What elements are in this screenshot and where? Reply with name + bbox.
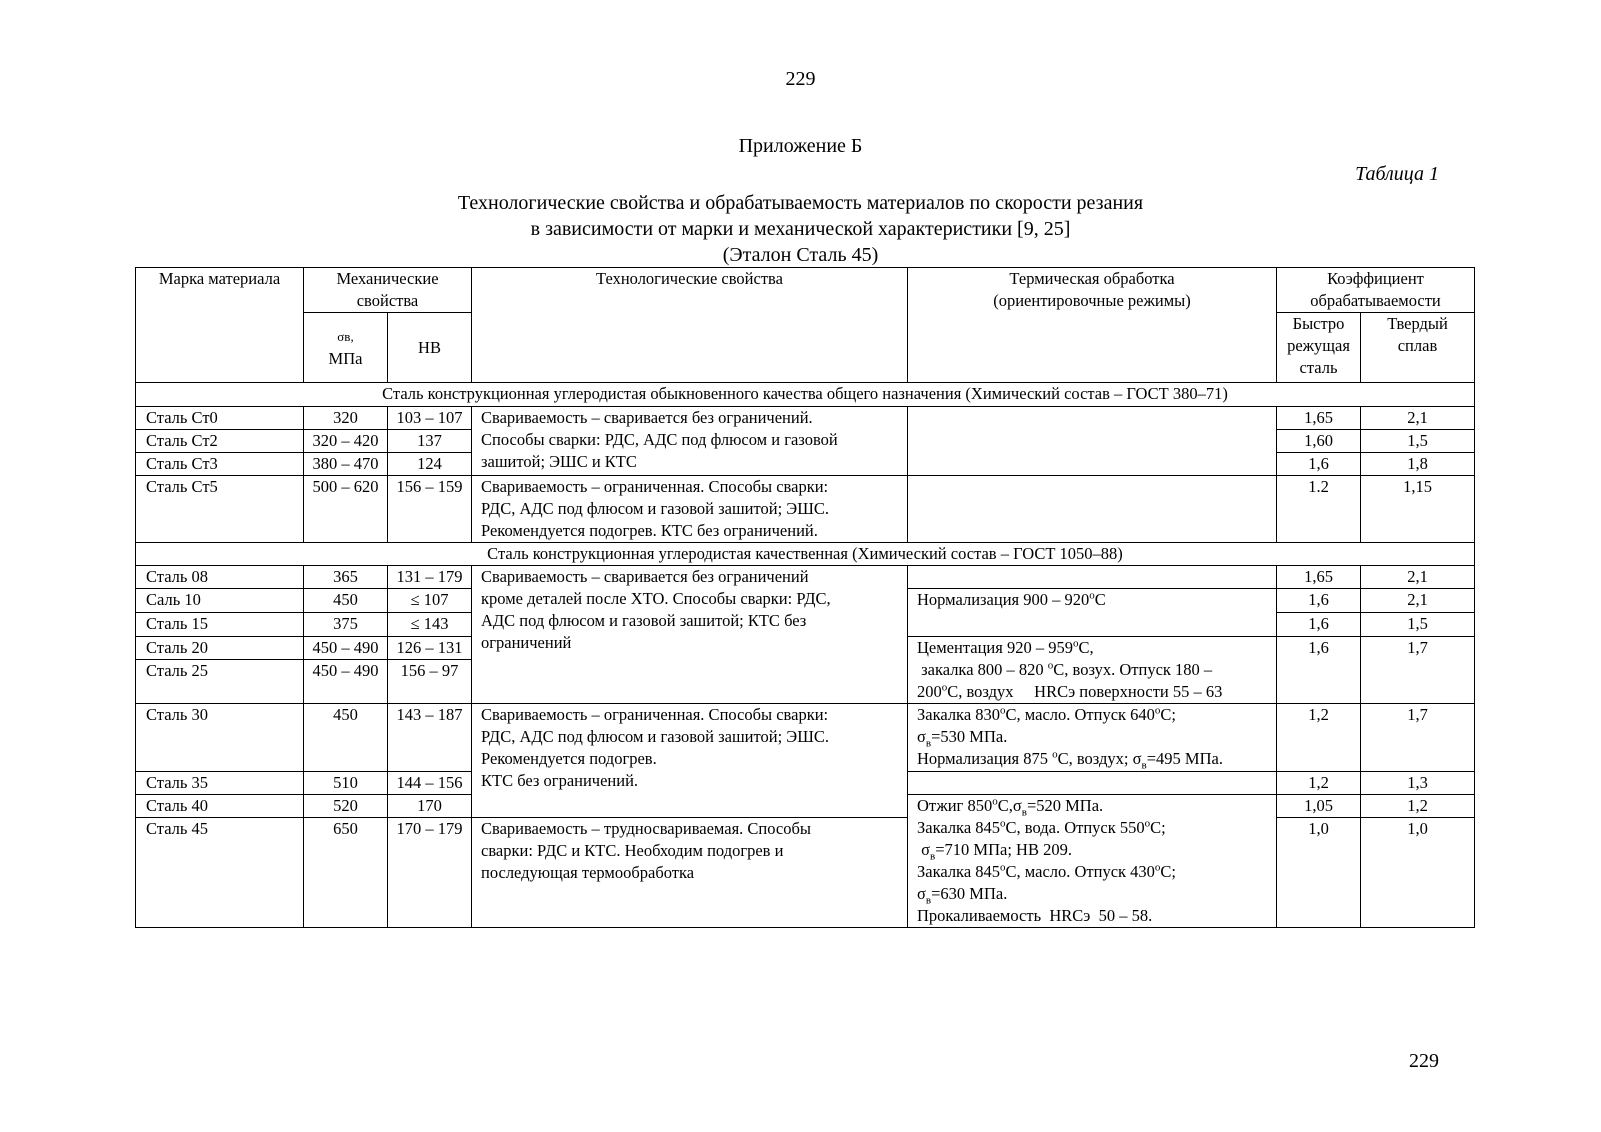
- hb-cell: 143 – 187: [388, 704, 472, 772]
- hard-cell: 1,15: [1361, 476, 1475, 543]
- tech-line: сварки: РДС и КТС. Необходим подогрев и: [481, 841, 784, 860]
- header-row-1: [136, 268, 1475, 313]
- section-title-1: Сталь конструкционная углеродистая обыкновенного качества общего назначения (Химический состав – ГОСТ 380–71): [136, 383, 1475, 407]
- hss-cell: 1,65: [1277, 407, 1361, 430]
- sigma-sub: в: [1021, 806, 1027, 819]
- heat-text: С;: [1160, 862, 1177, 881]
- grade-cell: Сталь 45: [136, 818, 304, 928]
- hss-cell: 1,65: [1277, 566, 1361, 589]
- section-row-2: [136, 543, 1475, 566]
- degree-sup: о: [1144, 817, 1151, 830]
- hb-cell: 156 – 159: [388, 476, 472, 543]
- heat-text: С;: [1150, 818, 1166, 837]
- header-sigma: [304, 313, 388, 383]
- heat-line: [917, 659, 1274, 681]
- heat-text: С, возух. Отпуск 180 –: [1053, 660, 1213, 679]
- heat-line: [917, 704, 1274, 726]
- heat-line: [917, 748, 1274, 770]
- hard-cell: 1,0: [1361, 818, 1475, 928]
- hard-cell: 2,1: [1361, 566, 1475, 589]
- heat-text: С, воздух HRCэ поверхности 55 – 63: [947, 682, 1223, 701]
- header-hss: [1277, 313, 1361, 383]
- grade-cell: Сталь Ст5: [136, 476, 304, 543]
- heat-line: [917, 637, 1274, 659]
- degree-sup: о: [1072, 637, 1079, 650]
- header-coef-line: обрабатываемости: [1310, 291, 1441, 310]
- hss-cell: 1,0: [1277, 818, 1361, 928]
- tech-cell: [472, 704, 908, 818]
- heat-text: С: [1094, 590, 1106, 609]
- heat-cell: [908, 407, 1277, 476]
- title-line-2: в зависимости от марки и механической характеристики [9, 25]: [530, 218, 1071, 240]
- degree-sup: о: [941, 681, 948, 694]
- sigma-sub: в: [925, 737, 932, 750]
- sigma-cell: 500 – 620: [304, 476, 388, 543]
- degree-sup: о: [1047, 659, 1054, 672]
- heat-text: =630 МПа.: [931, 884, 1008, 903]
- heat-text: Цементация 920 – 959: [917, 638, 1073, 657]
- hb-cell: 170: [388, 795, 472, 818]
- hss-cell: 1,6: [1277, 613, 1361, 637]
- table-row: [136, 704, 1475, 772]
- grade-cell: Сталь 25: [136, 660, 304, 704]
- heat-cell: [908, 795, 1277, 928]
- grade-cell: Сталь 40: [136, 795, 304, 818]
- heat-text: С, масло. Отпуск 430: [1005, 862, 1155, 881]
- header-hard-line: сплав: [1397, 336, 1438, 355]
- heat-text: С,: [1078, 638, 1094, 657]
- grade-cell: Сталь 35: [136, 772, 304, 795]
- hard-cell: 2,1: [1361, 589, 1475, 613]
- hss-cell: 1,60: [1277, 430, 1361, 453]
- title-line-3: (Эталон Сталь 45): [722, 244, 879, 266]
- table-row: [136, 407, 1475, 430]
- grade-cell: Сталь Ст3: [136, 453, 304, 476]
- tech-line: Свариваемость – трудносвариваемая. Способы: [481, 819, 811, 838]
- degree-sup: о: [1089, 589, 1095, 602]
- heat-text: Закалка 845: [917, 862, 1001, 881]
- heat-text: σ: [917, 884, 926, 903]
- title-line-1: Технологические свойства и обрабатываемость материалов по скорости резания: [457, 192, 1144, 214]
- heat-text: Отжиг 850: [917, 796, 993, 815]
- degree-sup: о: [1000, 817, 1006, 830]
- header-hss-line: режущая: [1287, 336, 1350, 355]
- tech-cell: [472, 566, 908, 704]
- grade-cell: Сталь Ст0: [136, 407, 304, 430]
- sigma-cell: 520: [304, 795, 388, 818]
- hb-cell: 131 – 179: [388, 566, 472, 589]
- heat-line: [917, 817, 1274, 839]
- sigma-cell: 450 – 490: [304, 637, 388, 660]
- heat-text: =530 МПа.: [931, 727, 1008, 746]
- heat-text: =495 МПа.: [1146, 749, 1223, 768]
- tech-line: РДС, АДС под флюсом и газовой зашитой; ЭШС.: [481, 727, 829, 746]
- sigma-cell: 320 – 420: [304, 430, 388, 453]
- grade-cell: Саль 10: [136, 589, 304, 613]
- header-hard-line: Твердый: [1387, 314, 1448, 333]
- table-row: [136, 476, 1475, 543]
- hss-cell: 1,6: [1277, 589, 1361, 613]
- heat-line: [917, 795, 1274, 817]
- page-number-top: 229: [785, 68, 816, 90]
- hb-cell: 124: [388, 453, 472, 476]
- header-hard-alloy: [1361, 313, 1475, 383]
- degree-sup: о: [1000, 861, 1006, 874]
- tech-line: КТС без ограничений.: [481, 771, 639, 790]
- heat-cell: [908, 637, 1277, 704]
- header-coef-line: Коэффициент: [1327, 269, 1424, 288]
- header-hb: НВ: [388, 313, 472, 383]
- header-heat-line: (ориентировочные режимы): [993, 291, 1191, 310]
- heat-line: [917, 839, 1274, 861]
- heat-cell: [908, 589, 1277, 637]
- hb-cell: ≤ 143: [388, 613, 472, 637]
- header-sigma-symbol: σв,: [337, 328, 354, 344]
- table-title: [0, 190, 1601, 268]
- tech-line: Рекомендуется подогрев. КТС без ограничений.: [481, 521, 818, 540]
- tech-line: Свариваемость – сваривается без ограничений.: [481, 408, 813, 427]
- heat-text: =520 МПа.: [1026, 796, 1104, 815]
- section-title-2: Сталь конструкционная углеродистая качественная (Химический состав – ГОСТ 1050–88): [136, 543, 1475, 566]
- heat-text: Закалка 845: [917, 818, 1001, 837]
- sigma-cell: 510: [304, 772, 388, 795]
- hss-cell: 1,2: [1277, 704, 1361, 772]
- heat-line: [917, 861, 1274, 883]
- tech-cell: [472, 407, 908, 476]
- header-heat-treatment: [908, 268, 1277, 383]
- grade-cell: Сталь 08: [136, 566, 304, 589]
- tech-line: Способы сварки: РДС, АДС под флюсом и газовой: [481, 430, 838, 449]
- hard-cell: 1,7: [1361, 704, 1475, 772]
- header-coefficient: [1277, 268, 1475, 313]
- heat-text: Закалка 830: [917, 705, 1001, 724]
- heat-text: Нормализация 900 – 920: [917, 590, 1090, 609]
- header-technological: Технологические свойства: [472, 268, 908, 383]
- hard-cell: 1,3: [1361, 772, 1475, 795]
- hss-cell: 1,6: [1277, 453, 1361, 476]
- hard-cell: 2,1: [1361, 407, 1475, 430]
- hss-cell: 1,2: [1277, 772, 1361, 795]
- heat-line: [917, 681, 1274, 703]
- hard-cell: 1,2: [1361, 795, 1475, 818]
- appendix-title: Приложение Б: [738, 135, 863, 157]
- properties-table: [135, 267, 1475, 928]
- tech-line: АДС под флюсом и газовой зашитой; КТС без: [481, 611, 807, 630]
- header-mechanical: Механические свойства: [304, 268, 472, 313]
- degree-sup: о: [1154, 704, 1161, 717]
- sigma-sub: в: [930, 850, 936, 863]
- hb-cell: 144 – 156: [388, 772, 472, 795]
- sigma-cell: 365: [304, 566, 388, 589]
- hss-cell: 1,05: [1277, 795, 1361, 818]
- sigma-sub: в: [1141, 759, 1147, 772]
- tech-line: Свариваемость – сваривается без ограничений: [481, 567, 809, 586]
- grade-cell: Сталь 30: [136, 704, 304, 772]
- table-row: [136, 566, 1475, 589]
- heat-text: =710 МПа; НВ 209.: [935, 840, 1072, 859]
- section-row-1: [136, 383, 1475, 407]
- heat-cell: [908, 476, 1277, 543]
- header-grade: Марка материала: [136, 268, 304, 383]
- header-sigma-unit: МПа: [328, 348, 363, 368]
- tech-line: ограничений: [481, 633, 572, 652]
- tech-line: зашитой; ЭШС и КТС: [481, 452, 637, 471]
- tech-line: Рекомендуется подогрев.: [481, 749, 657, 768]
- tech-line: последующая термообработка: [481, 863, 695, 882]
- tech-line: Свариваемость – ограниченная. Способы сварки:: [481, 705, 829, 724]
- hard-cell: 1,5: [1361, 613, 1475, 637]
- heat-cell: [908, 704, 1277, 772]
- header-hss-line: Быстро: [1292, 314, 1345, 333]
- sigma-cell: 450: [304, 704, 388, 772]
- sigma-cell: 650: [304, 818, 388, 928]
- hard-cell: 1,8: [1361, 453, 1475, 476]
- sigma-cell: 450: [304, 589, 388, 613]
- heat-cell: [908, 772, 1277, 795]
- hb-cell: 103 – 107: [388, 407, 472, 430]
- hard-cell: 1,5: [1361, 430, 1475, 453]
- heat-line: Прокаливаемость HRCэ 50 – 58.: [917, 906, 1153, 925]
- sigma-cell: 380 – 470: [304, 453, 388, 476]
- grade-cell: Сталь Ст2: [136, 430, 304, 453]
- header-heat-line: Термическая обработка: [1009, 269, 1175, 288]
- table-label: Таблица 1: [1355, 163, 1439, 185]
- degree-sup: о: [992, 795, 998, 808]
- heat-line: [917, 883, 1274, 905]
- degree-sup: о: [1052, 748, 1058, 761]
- sigma-cell: 450 – 490: [304, 660, 388, 704]
- heat-text: 200: [917, 682, 942, 701]
- grade-cell: Сталь 15: [136, 613, 304, 637]
- hss-cell: 1.2: [1277, 476, 1361, 543]
- degree-sup: о: [1154, 861, 1161, 874]
- heat-text: С,σ: [997, 796, 1022, 815]
- sigma-sub: в: [925, 894, 932, 907]
- heat-text: С;: [1160, 705, 1177, 724]
- hb-cell: 126 – 131: [388, 637, 472, 660]
- hard-cell: 1,7: [1361, 637, 1475, 704]
- sigma-cell: 320: [304, 407, 388, 430]
- heat-text: Нормализация 875: [917, 749, 1053, 768]
- heat-line: [917, 726, 1274, 748]
- degree-sup: о: [1000, 704, 1006, 717]
- heat-text: σ: [917, 840, 931, 859]
- sigma-cell: 375: [304, 613, 388, 637]
- heat-text: С, вода. Отпуск 550: [1005, 818, 1145, 837]
- tech-line: кроме деталей после ХТО. Способы сварки: РДС,: [481, 589, 831, 608]
- hb-cell: 137: [388, 430, 472, 453]
- tech-cell: [472, 476, 908, 543]
- heat-text: σ: [917, 727, 926, 746]
- heat-text: закалка 800 – 820: [917, 660, 1048, 679]
- header-hss-line: сталь: [1299, 358, 1338, 377]
- heat-cell: [908, 566, 1277, 589]
- grade-cell: Сталь 20: [136, 637, 304, 660]
- hb-cell: 156 – 97: [388, 660, 472, 704]
- hb-cell: 170 – 179: [388, 818, 472, 928]
- tech-line: РДС, АДС под флюсом и газовой зашитой; ЭШС.: [481, 499, 829, 518]
- tech-cell: [472, 818, 908, 928]
- page-number-bottom: 229: [1409, 1050, 1439, 1072]
- tech-line: Свариваемость – ограниченная. Способы сварки:: [481, 477, 829, 496]
- hss-cell: 1,6: [1277, 637, 1361, 704]
- hb-cell: ≤ 107: [388, 589, 472, 613]
- heat-text: С, масло. Отпуск 640: [1005, 705, 1155, 724]
- heat-text: С, воздух; σ: [1057, 749, 1142, 768]
